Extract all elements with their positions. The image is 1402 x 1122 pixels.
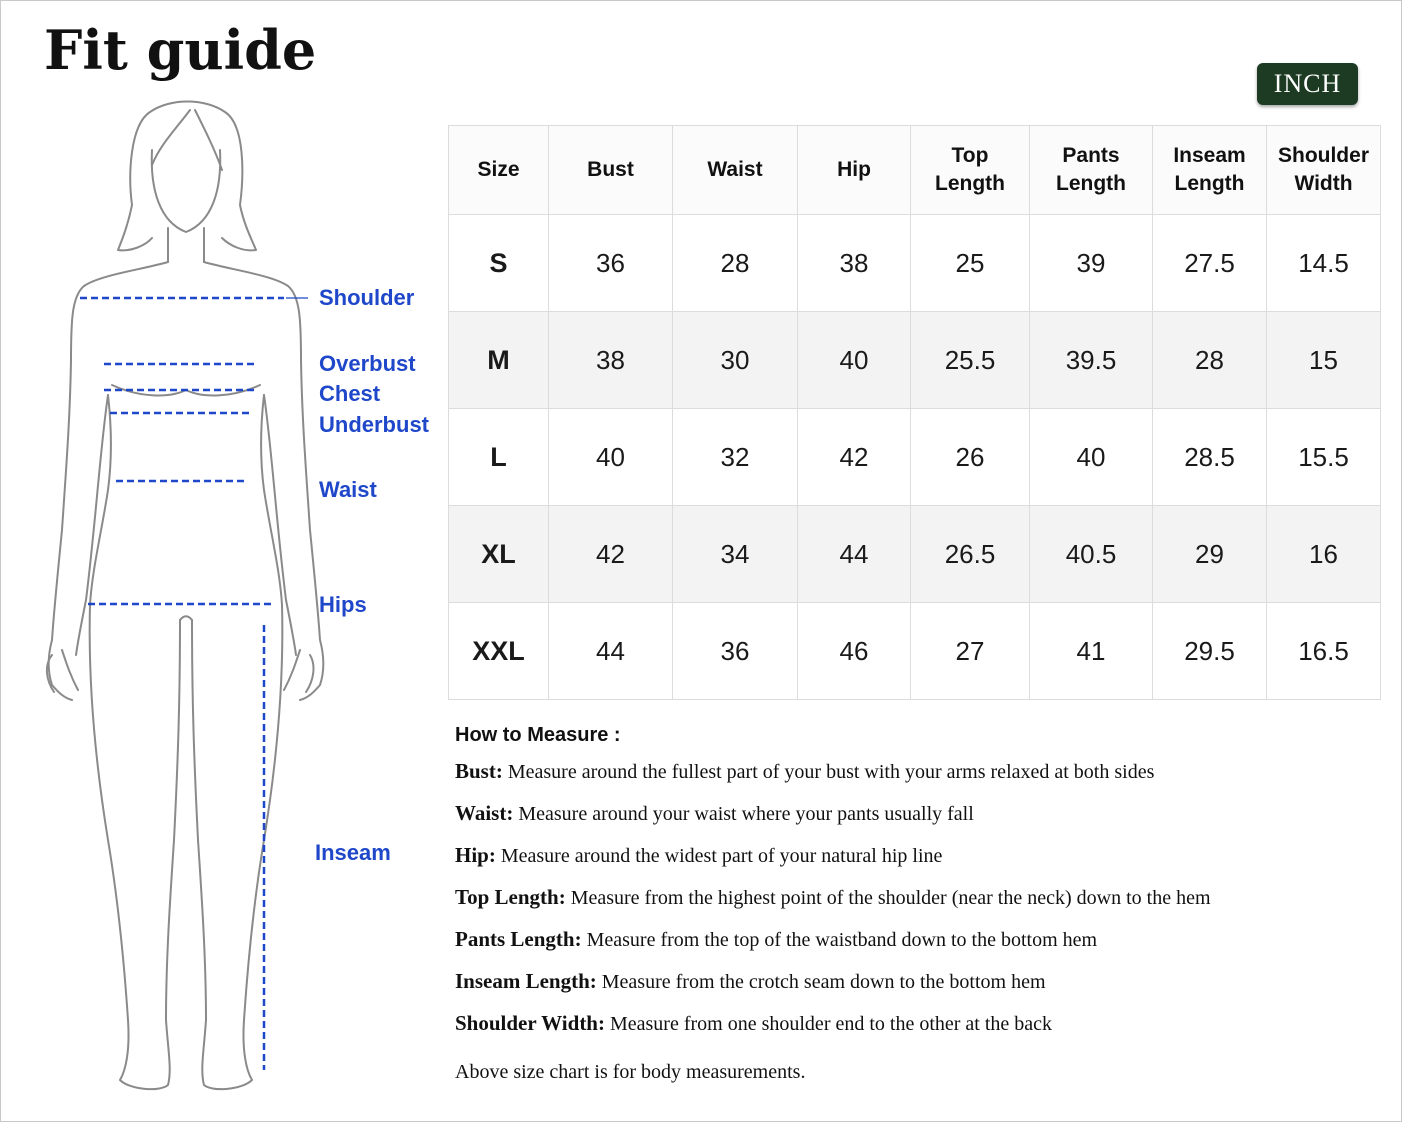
size-cell: XL	[449, 506, 549, 603]
measure-term: Inseam Length:	[455, 969, 597, 993]
table-cell: 44	[549, 603, 673, 700]
table-cell: 16	[1267, 506, 1381, 603]
column-header-text: Length	[935, 172, 1005, 195]
measure-term: Bust:	[455, 759, 503, 783]
body-outline	[47, 102, 323, 1090]
measure-term: Top Length:	[455, 885, 566, 909]
measure-description: Measure from one shoulder end to the other at the back	[609, 1013, 1053, 1035]
table-row	[449, 409, 1381, 506]
inseam-label: Inseam	[315, 840, 391, 865]
table-cell: 30	[673, 312, 798, 409]
measure-description: Measure around the widest part of your natural hip line	[500, 845, 943, 867]
size-cell: L	[449, 409, 549, 506]
column-header-text: Bust	[587, 157, 634, 181]
measure-item	[455, 927, 1355, 969]
body-measurement-note: Above size chart is for body measurements.	[455, 1061, 806, 1083]
hips-label: Hips	[319, 592, 367, 617]
chest-label: Chest	[319, 381, 381, 406]
table-cell: 41	[1030, 603, 1153, 700]
table-cell: 36	[673, 603, 798, 700]
table-row	[449, 603, 1381, 700]
measure-term: Waist:	[455, 801, 514, 825]
measure-term: Hip:	[455, 843, 496, 867]
measure-description: Measure around the fullest part of your bust with your arms relaxed at both sides	[507, 761, 1155, 783]
measure-item	[455, 843, 1355, 885]
column-header	[1153, 126, 1267, 215]
table-body	[449, 215, 1381, 700]
column-header	[1267, 126, 1381, 215]
table-cell: 27	[911, 603, 1030, 700]
table-cell: 29.5	[1153, 603, 1267, 700]
column-header-text: Size	[477, 157, 520, 181]
table-header-row	[449, 126, 1381, 215]
column-header	[449, 126, 549, 215]
body-figure-illustration	[0, 90, 440, 1100]
size-cell: XXL	[449, 603, 549, 700]
column-header	[549, 126, 673, 215]
table-row	[449, 312, 1381, 409]
overbust-label: Overbust	[319, 351, 416, 376]
table-cell: 28	[673, 215, 798, 312]
table-cell: 28.5	[1153, 409, 1267, 506]
table-cell: 25	[911, 215, 1030, 312]
table-cell: 26.5	[911, 506, 1030, 603]
column-header-text: Hip	[837, 157, 871, 181]
table-cell: 40	[549, 409, 673, 506]
table-cell: 38	[798, 215, 911, 312]
column-header	[911, 126, 1030, 215]
table-cell: 27.5	[1153, 215, 1267, 312]
underbust-label: Underbust	[319, 412, 429, 437]
table-cell: 40	[1030, 409, 1153, 506]
column-header-text: Inseam	[1173, 143, 1246, 167]
table-cell: 29	[1153, 506, 1267, 603]
size-cell: S	[449, 215, 549, 312]
table-cell: 34	[673, 506, 798, 603]
shoulder-label: Shoulder	[319, 285, 415, 310]
column-header-text: Width	[1294, 172, 1353, 195]
table-cell: 40.5	[1030, 506, 1153, 603]
column-header	[798, 126, 911, 215]
column-header-text: Pants	[1062, 143, 1120, 167]
measure-description: Measure around your waist where your pants usually fall	[518, 803, 974, 825]
measure-items-list	[455, 759, 1355, 1053]
measure-item	[455, 969, 1355, 1011]
table-cell: 36	[549, 215, 673, 312]
table-cell: 46	[798, 603, 911, 700]
table-cell: 44	[798, 506, 911, 603]
measure-description: Measure from the highest point of the shoulder (near the neck) down to the hem	[570, 887, 1211, 909]
measure-description: Measure from the top of the waistband down to the bottom hem	[586, 929, 1098, 951]
table-cell: 25.5	[911, 312, 1030, 409]
table-cell: 40	[798, 312, 911, 409]
column-header-text: Shoulder	[1277, 143, 1369, 167]
column-header-text: Length	[1174, 172, 1245, 195]
column-header-text: Waist	[707, 157, 763, 181]
table-cell: 38	[549, 312, 673, 409]
table-row	[449, 215, 1381, 312]
page-title: Fit guide	[44, 18, 317, 82]
measure-term: Pants Length:	[455, 927, 582, 951]
measure-description: Measure from the crotch seam down to the bottom hem	[601, 971, 1046, 993]
column-header	[1030, 126, 1153, 215]
table-cell: 28	[1153, 312, 1267, 409]
column-header-text: Length	[1056, 172, 1126, 195]
how-to-measure-heading: How to Measure :	[455, 724, 621, 746]
table-cell: 14.5	[1267, 215, 1381, 312]
table-cell: 15.5	[1267, 409, 1381, 506]
column-header-text: Top	[951, 143, 989, 167]
measure-term: Shoulder Width:	[455, 1011, 605, 1035]
size-cell: M	[449, 312, 549, 409]
how-to-measure-section	[455, 724, 1355, 1084]
table-cell: 26	[911, 409, 1030, 506]
table-cell: 16.5	[1267, 603, 1381, 700]
measurement-lines	[80, 298, 284, 1070]
table-cell: 39	[1030, 215, 1153, 312]
table-row	[449, 506, 1381, 603]
table-cell: 32	[673, 409, 798, 506]
table-cell: 39.5	[1030, 312, 1153, 409]
table-cell: 42	[798, 409, 911, 506]
waist-label: Waist	[319, 477, 377, 502]
unit-badge[interactable]: INCH	[1257, 63, 1358, 105]
table-cell: 42	[549, 506, 673, 603]
measure-item	[455, 1011, 1355, 1053]
measure-item	[455, 759, 1355, 801]
size-chart-table	[448, 125, 1381, 700]
column-header	[673, 126, 798, 215]
measure-item	[455, 885, 1355, 927]
measure-item	[455, 801, 1355, 843]
table-cell: 15	[1267, 312, 1381, 409]
